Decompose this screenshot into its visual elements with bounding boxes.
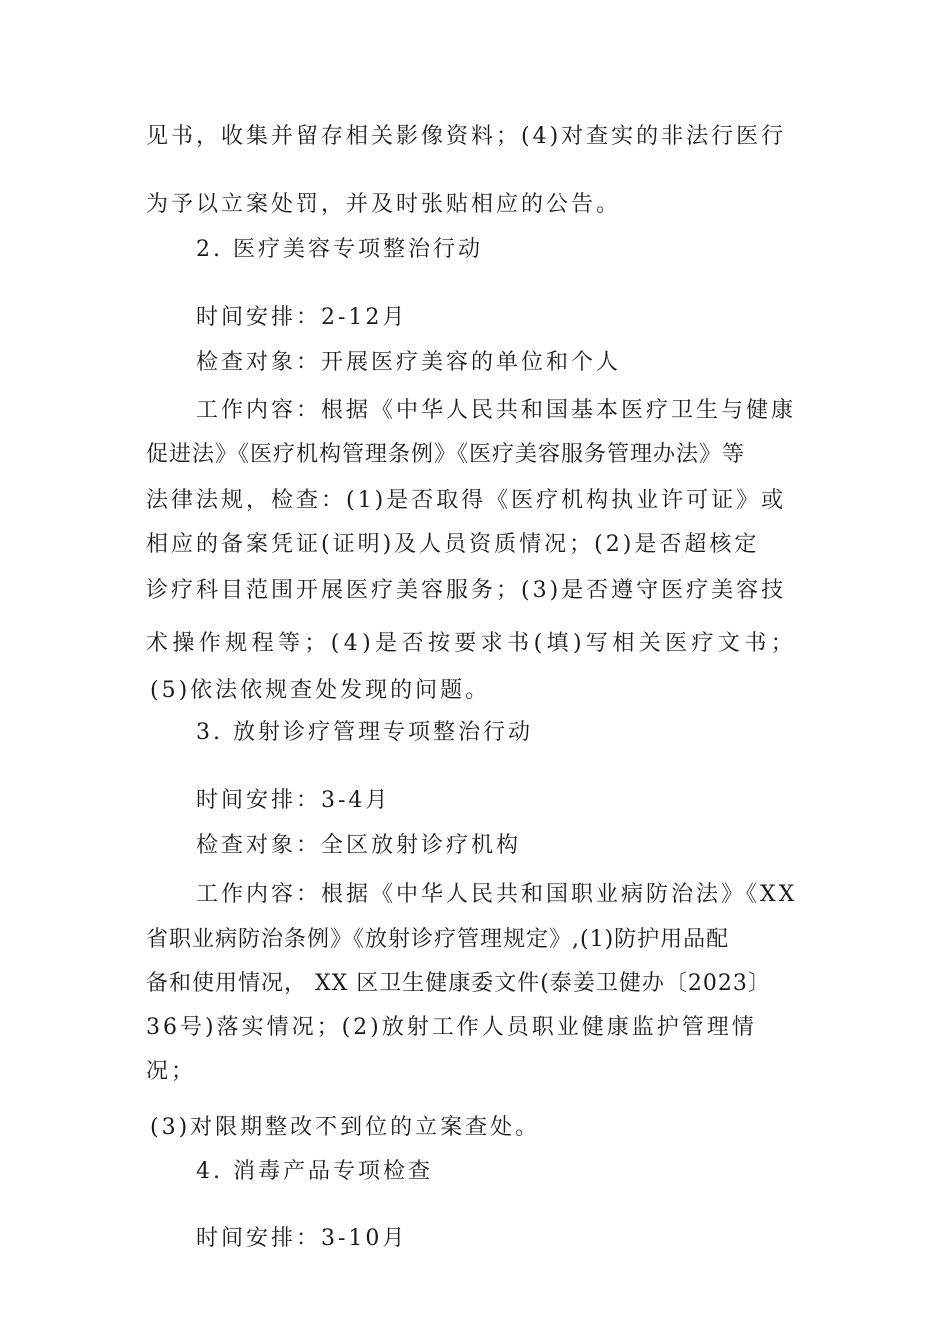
section-heading: 3. 放射诊疗管理专项整治行动 xyxy=(196,720,533,745)
paragraph-line: 省职业病防治条例》《放射诊疗管理规定》,(1)防护用品配 xyxy=(146,927,730,952)
paragraph-line: 工作内容：根据《中华人民共和国职业病防治法》《XX xyxy=(196,882,798,907)
paragraph-line: 检查对象：全区放射诊疗机构 xyxy=(196,833,522,858)
paragraph-line: 况； xyxy=(146,1059,197,1084)
paragraph-line: 时间安排：3-4月 xyxy=(196,788,391,813)
paragraph-line: 见书，收集并留存相关影像资料；(4)对查实的非法行医行 xyxy=(146,124,787,149)
paragraph-line: 备和使用情况， XX 区卫生健康委文件(泰姜卫健办〔2023〕 xyxy=(146,971,771,996)
paragraph-line: 检查对象：开展医疗美容的单位和个人 xyxy=(196,350,622,375)
paragraph-line: 诊疗科目范围开展医疗美容服务；(3)是否遵守医疗美容技 xyxy=(146,578,787,603)
paragraph-line: (3)对限期整改不到位的立案查处。 xyxy=(150,1115,541,1140)
paragraph-line: 时间安排：3-10月 xyxy=(196,1226,408,1251)
paragraph-line: 为予以立案处罚，并及时张贴相应的公告。 xyxy=(146,192,622,217)
paragraph-line: 工作内容：根据《中华人民共和国基本医疗卫生与健康 xyxy=(196,398,797,423)
paragraph-line: 时间安排：2-12月 xyxy=(196,305,408,330)
paragraph-line: 法律法规，检查：(1)是否取得《医疗机构执业许可证》或 xyxy=(146,488,787,513)
paragraph-line: 促进法》《医疗机构管理条例》《医疗美容服务管理办法》等 xyxy=(146,442,746,467)
paragraph-line: (5)依法依规查处发现的问题。 xyxy=(150,678,491,703)
section-heading: 4. 消毒产品专项检查 xyxy=(196,1159,433,1184)
paragraph-line: 术操作规程等；(4)是否按要求书(填)写相关医疗文书； xyxy=(146,631,798,656)
paragraph-line: 36号)落实情况；(2)放射工作人员职业健康监护管理情 xyxy=(146,1015,757,1040)
section-heading: 2. 医疗美容专项整治行动 xyxy=(196,237,483,262)
paragraph-line: 相应的备案凭证(证明)及人员资质情况；(2)是否超核定 xyxy=(146,532,760,557)
